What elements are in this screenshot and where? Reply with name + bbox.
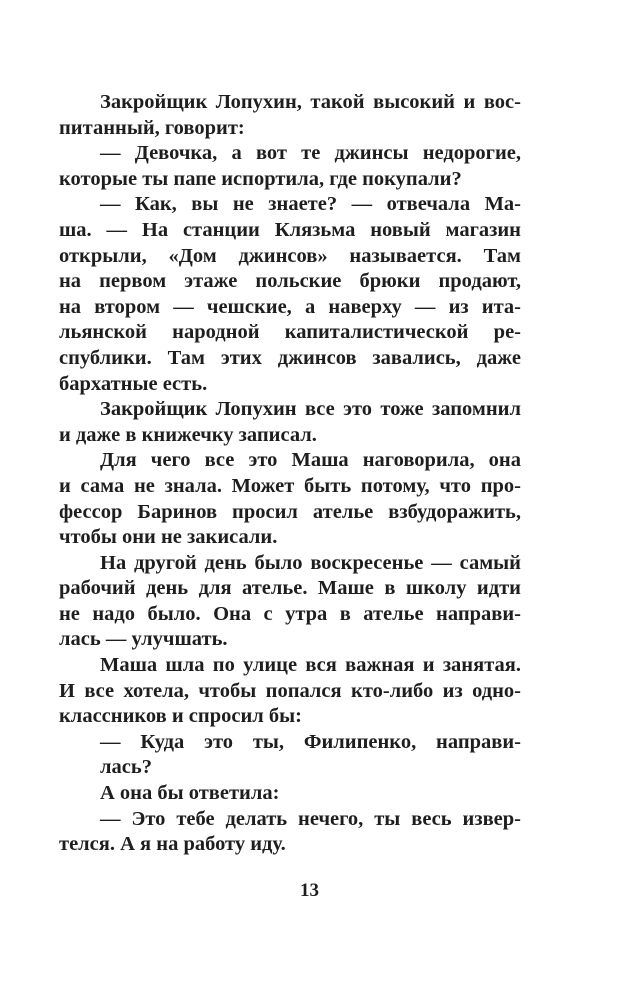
text-line: не надо было. Она с утра в ателье направи- — [59, 602, 521, 625]
text-line: Закройщик Лопухин все это тоже запомнил — [100, 398, 521, 421]
text-line: — Как, вы не знаете? — отвечала Ма- — [100, 193, 521, 216]
text-line: классников и спросил бы: — [59, 705, 302, 728]
text-line: Закройщик Лопухин, такой высокий и вос- — [100, 91, 521, 113]
text-line: открыли, «Дом джинсов» называется. Там — [59, 244, 521, 267]
text-line: телся. А я на работу иду. — [59, 833, 286, 856]
text-line: льянской народной капиталистической ре- — [59, 321, 521, 344]
text-line: бархатные есть. — [59, 372, 208, 395]
page-text — [59, 90, 521, 858]
text-line: рабочий день для ателье. Маше в школу идти — [59, 577, 521, 600]
text-line: А она бы ответила: — [100, 782, 280, 805]
text-line: которые ты папе испортила, где покупали? — [59, 167, 462, 190]
text-line: — Это тебе делать нечего, ты весь извер- — [100, 807, 521, 830]
text-line: Маша шла по улице вся важная и занятая. — [100, 654, 521, 677]
text-line: лась — улучшать. — [59, 628, 228, 651]
text-line: И все хотела, чтобы попался кто-либо из одно- — [59, 679, 521, 702]
text-line: На другой день было воскресенье — самый — [100, 551, 521, 574]
text-line: спублики. Там этих джинсов завались, даже — [59, 346, 521, 369]
text-line: чтобы они не закисали. — [59, 526, 278, 549]
text-line: — Куда это ты, Филипенко, направи- — [100, 730, 521, 753]
text-line: Для чего все это Маша наговорила, она — [100, 449, 521, 472]
text-line: и даже в книжечку записал. — [59, 423, 317, 446]
text-line: и сама не знала. Может быть потому, что про- — [59, 474, 521, 497]
page-number: 13 — [300, 880, 319, 901]
text-line: лась? — [100, 756, 152, 779]
text-line: питанный, говорит: — [59, 116, 245, 139]
text-line: фессор Баринов просил ателье взбудоражить, — [59, 500, 521, 523]
text-line: на первом этаже польские брюки продают, — [59, 270, 521, 293]
text-line: ша. — На станции Клязьма новый магазин — [59, 218, 521, 241]
text-line: на втором — чешские, а наверху — из ита- — [59, 295, 521, 318]
text-line: — Девочка, а вот те джинсы недорогие, — [100, 142, 521, 165]
